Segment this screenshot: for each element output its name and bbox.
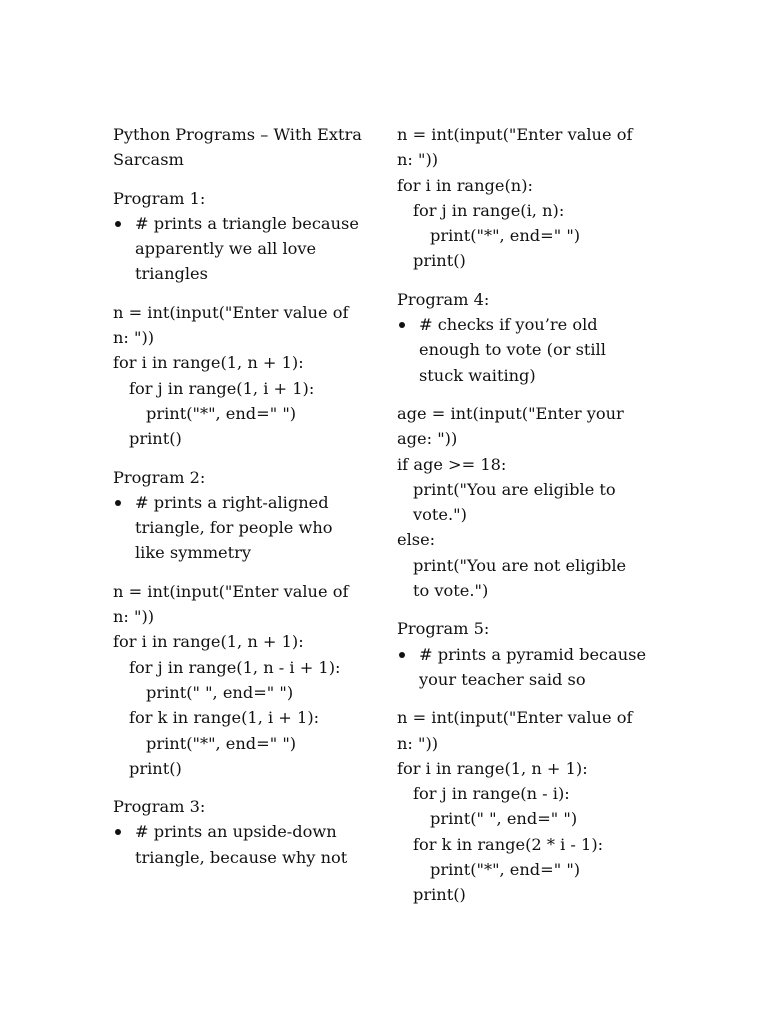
right-column — [397, 122, 647, 908]
bullet-icon — [397, 312, 419, 388]
code-line: print("You are eligible to vote.") — [413, 479, 621, 525]
code-line: for i in range(1, n + 1): — [113, 632, 304, 652]
code-line: if age >= 18: — [397, 454, 507, 474]
program-5-heading: Program 5: — [397, 619, 490, 639]
code-line: for j in range(n - i): — [413, 784, 570, 804]
code-line: print("*", end=" ") — [146, 733, 297, 753]
code-line: for i in range(1, n + 1): — [113, 353, 304, 373]
bullet-icon — [113, 490, 135, 566]
code-line: print("You are not eligible to vote.") — [413, 555, 632, 601]
program-1-heading: Program 1: — [113, 188, 206, 208]
code-line: print() — [129, 429, 182, 449]
program-4-heading: Program 4: — [397, 289, 490, 309]
code-line: print("*", end=" ") — [430, 226, 581, 246]
program-5-comment: # prints a pyramid because your teacher said so — [397, 642, 647, 693]
bullet-icon — [113, 819, 135, 870]
code-line: for j in range(1, i + 1): — [129, 378, 315, 398]
code-line: print() — [413, 251, 466, 271]
bullet-icon — [113, 211, 135, 287]
code-line: for i in range(1, n + 1): — [397, 758, 588, 778]
code-line: for i in range(n): — [397, 175, 533, 195]
code-line: print() — [129, 758, 182, 778]
document-title: Python Programs – With Extra Sarcasm — [113, 125, 368, 170]
program-4-comment: # checks if you’re old enough to vote (or still stuck waiting) — [397, 312, 647, 388]
code-line: for j in range(1, n - i + 1): — [129, 657, 341, 677]
code-line: n = int(input("Enter value of n: ")) — [397, 125, 638, 170]
program-3-heading: Program 3: — [113, 797, 206, 817]
code-line: print(" ", end=" ") — [146, 682, 294, 702]
code-line: n = int(input("Enter value of n: ")) — [113, 302, 354, 348]
program-2-heading: Program 2: — [113, 467, 206, 487]
left-column — [113, 122, 368, 870]
code-line: print() — [413, 885, 466, 905]
code-line: print("*", end=" ") — [146, 403, 297, 423]
code-line: n = int(input("Enter value of n: ")) — [113, 581, 354, 627]
code-line: print(" ", end=" ") — [430, 809, 578, 829]
program-1-comment: # prints a triangle because apparently we all love triangles — [113, 211, 363, 287]
code-line: for k in range(2 * i - 1): — [413, 834, 604, 854]
code-line: for j in range(i, n): — [413, 200, 565, 220]
program-3-comment: # prints an upside-down triangle, because why not — [113, 819, 363, 870]
bullet-icon — [397, 642, 419, 693]
code-line: for k in range(1, i + 1): — [129, 708, 320, 728]
code-line: else: — [397, 530, 436, 550]
program-2-comment: # prints a right-aligned triangle, for people who like symmetry — [113, 490, 363, 566]
code-line: n = int(input("Enter value of n: ")) — [397, 708, 638, 753]
code-line: print("*", end=" ") — [430, 860, 581, 880]
code-line: age = int(input("Enter your age: ")) — [397, 403, 629, 449]
